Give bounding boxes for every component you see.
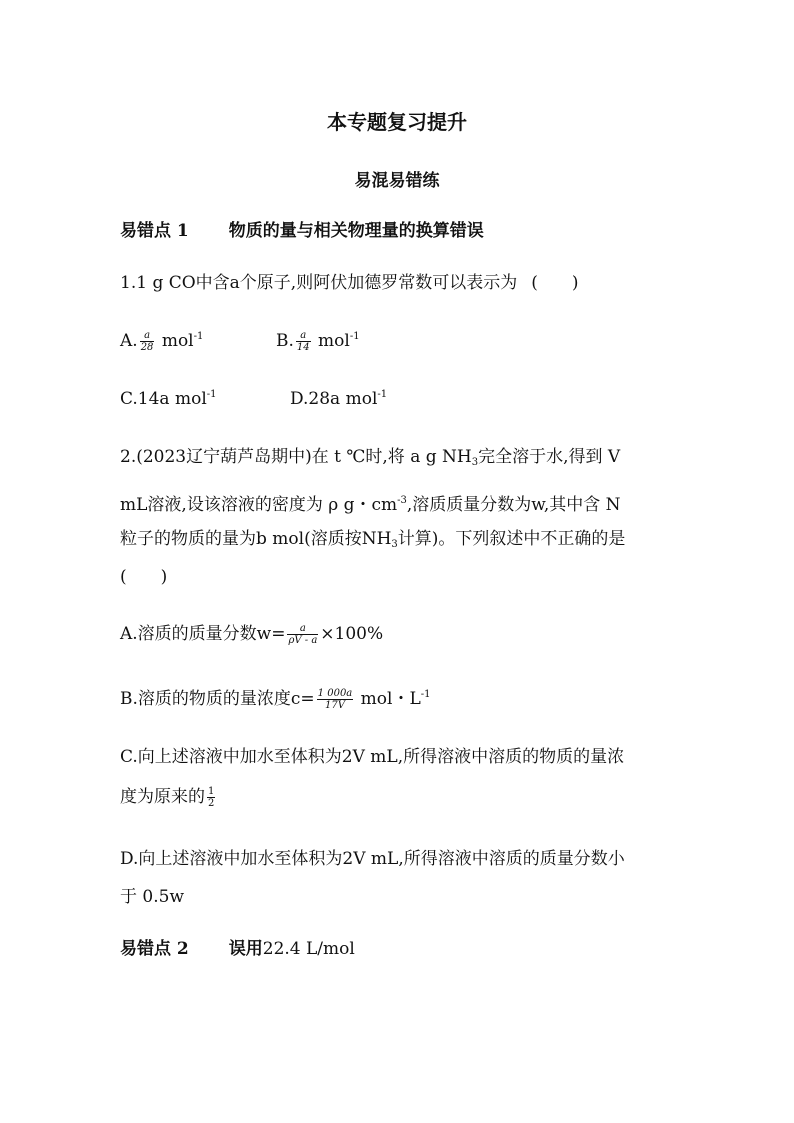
text: mL溶液,设该溶液的密度为 ρ g・cm [120, 495, 398, 515]
fraction-denominator: 14 [296, 342, 310, 353]
option-prefix: A.溶质的质量分数w= [120, 624, 286, 644]
unit: mol [318, 331, 350, 351]
page-subtitle: 易混易错练 [354, 171, 440, 191]
text: 计算)。下列叙述中不正确的是 [397, 529, 626, 549]
q1-option-c [120, 388, 217, 410]
answer-paren: ( ) [531, 273, 579, 293]
section-text: 误用 [228, 939, 263, 959]
q1-option-a [120, 330, 203, 353]
text: 完全溶于水,得到 V [478, 447, 621, 467]
section-heading-2 [120, 938, 355, 960]
fraction-numerator: 1 000a [317, 688, 353, 699]
option-text: C.14a mol [120, 389, 207, 409]
fraction [296, 330, 311, 353]
subscript: 3 [471, 457, 479, 468]
q2-option-c-line-1: C.向上述溶液中加水至体积为2V mL,所得溶液中溶质的物质的量浓 [120, 747, 625, 767]
section-value: 22.4 L/mol [262, 939, 355, 959]
q2-option-d-line-2: 于 0.5w [120, 887, 184, 907]
text: ,溶质质量分数为w,其中含 N [406, 495, 621, 515]
q1-option-d [290, 388, 387, 410]
q2-option-d-line-1: D.向上述溶液中加水至体积为2V mL,所得溶液中溶质的质量分数小 [120, 849, 625, 869]
fraction-denominator: ρV - a [288, 635, 318, 646]
fraction-numerator: 1 [208, 786, 215, 797]
question-1-stem [120, 272, 578, 294]
q1-option-b [276, 330, 360, 353]
option-prefix: B.溶质的物质的量浓度c= [120, 689, 315, 709]
fraction-denominator: 2 [208, 798, 215, 809]
section-label: 易错点 2 [120, 939, 189, 959]
section-heading-1 [120, 220, 484, 242]
option-suffix: ×100% [320, 624, 384, 644]
text: 粒子的物质的量为b mol(溶质按NH [120, 529, 392, 549]
q2-answer-paren: ( ) [120, 567, 168, 587]
stem-text: 1.1 g CO中含a个原子,则阿伏加德罗常数可以表示为 [120, 273, 518, 293]
exponent: -3 [397, 495, 407, 506]
q2-option-c-line-2 [120, 786, 217, 809]
q2-line-2 [120, 494, 621, 516]
exponent: -1 [377, 389, 388, 400]
fraction-denominator: 28 [140, 342, 154, 353]
fraction [287, 623, 318, 646]
fraction [317, 688, 354, 711]
fraction-numerator: a [144, 330, 151, 341]
fraction [140, 330, 155, 353]
q2-line-1 [120, 446, 620, 468]
option-prefix: B. [276, 331, 294, 351]
fraction-numerator: a [300, 330, 307, 341]
exponent: -1 [420, 689, 431, 700]
exponent: -1 [206, 389, 217, 400]
exponent: -1 [193, 331, 204, 342]
exponent: -1 [349, 331, 360, 342]
section-text: 物质的量与相关物理量的换算错误 [228, 221, 484, 241]
text: 度为原来的 [120, 787, 205, 807]
page-title: 本专题复习提升 [327, 110, 467, 134]
option-prefix: A. [120, 331, 138, 351]
section-label: 易错点 1 [120, 221, 189, 241]
fraction-numerator: a [299, 623, 306, 634]
q2-option-a [120, 623, 383, 646]
option-text: D.28a mol [290, 389, 378, 409]
fraction [207, 786, 215, 809]
subscript: 3 [391, 539, 398, 550]
text: 2.(2023辽宁葫芦岛期中)在 t ℃时,将 a g NH [120, 447, 472, 467]
q2-line-3 [120, 528, 625, 550]
unit: mol [161, 331, 194, 351]
unit: mol・L [360, 689, 421, 709]
fraction-denominator: 17V [317, 699, 354, 711]
q2-option-b [120, 688, 431, 711]
